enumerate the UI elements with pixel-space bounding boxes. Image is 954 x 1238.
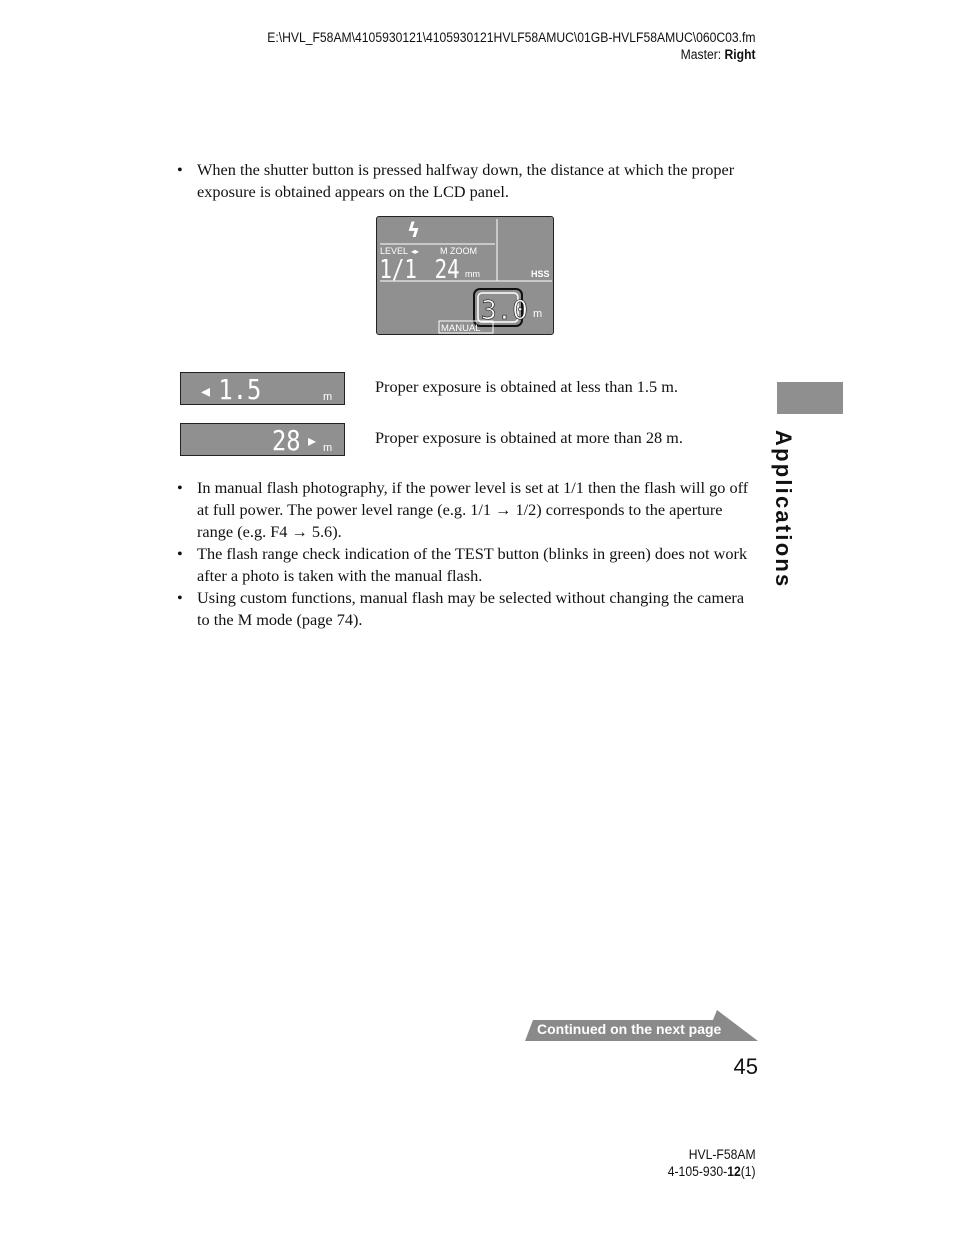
lcd-mode-label: MANUAL xyxy=(441,323,481,334)
master-value: Right xyxy=(724,47,756,62)
range-display-far xyxy=(180,423,345,456)
footer-code-bold: 12 xyxy=(727,1164,742,1179)
lcd-distance-unit: m xyxy=(533,308,543,320)
right-arrow-icon: ▸ xyxy=(308,431,317,450)
bullet-mark: • xyxy=(177,544,183,563)
master-label: Master: xyxy=(681,47,722,62)
footer xyxy=(668,1146,756,1180)
lcd-zoom-unit: mm xyxy=(465,269,480,279)
lcd-level-arrows-icon: ◂▸ xyxy=(411,247,420,256)
bullet-item xyxy=(175,477,760,543)
lcd-level-value: 1/1 xyxy=(379,253,417,285)
continued-banner xyxy=(525,1010,758,1042)
bullet-item xyxy=(175,543,760,587)
range-unit-far: m xyxy=(323,442,333,454)
section-side-label xyxy=(770,430,800,590)
section-tab-marker xyxy=(777,382,843,414)
bullet-text: When the shutter button is pressed halfway down, the distance at which the proper exposure is obtained appears on the LCD panel. xyxy=(197,160,735,201)
bullet-text: The flash range check indication of the TEST button (blinks in green) does not work after a photo is taken with the manual flash. xyxy=(197,544,748,585)
lcd-hss-label: HSS xyxy=(531,269,550,279)
master-line xyxy=(268,46,756,63)
range-value-far: 28 xyxy=(271,425,301,454)
bullet-mark: • xyxy=(177,160,183,179)
range-caption-near: Proper exposure is obtained at less than 1.5 m. xyxy=(375,377,678,396)
bullet-list-top xyxy=(175,159,760,203)
lcd-panel xyxy=(376,216,554,335)
footer-code xyxy=(668,1163,756,1180)
file-path: E:\HVL_F58AM\4105930121\4105930121HVLF58AMUC\01GB-HVLF58AMUC\060C03.fm xyxy=(267,30,756,45)
range-value-near: 1.5 xyxy=(218,374,262,403)
bullet-text: Using custom functions, manual flash may be selected without changing the camera to the M mode (page 74). xyxy=(197,588,745,629)
lcd-panel-graphic xyxy=(377,217,554,335)
flash-icon: ϟ xyxy=(407,218,421,242)
page-number: 45 xyxy=(733,1054,758,1079)
footer-model: HVL-F58AM xyxy=(689,1147,756,1162)
bullet-item xyxy=(175,587,760,631)
bullet-mark: • xyxy=(177,588,183,607)
range-unit-near: m xyxy=(323,391,333,403)
bullet-item xyxy=(175,159,760,203)
bullet-mark: • xyxy=(177,478,183,497)
footer-code-prefix: 4-105-930- xyxy=(668,1164,728,1179)
bullet-list-bottom xyxy=(175,477,760,631)
range-display-near xyxy=(180,372,345,405)
range-caption-far: Proper exposure is obtained at more than 28 m. xyxy=(375,428,683,447)
lcd-zoom-value: 24 xyxy=(434,253,460,285)
left-arrow-icon: ◂ xyxy=(201,381,211,402)
file-header xyxy=(268,29,756,63)
section-side-label-text: Applications xyxy=(771,430,796,589)
lcd-level-label: LEVEL xyxy=(380,246,409,256)
continued-label: Continued on the next page xyxy=(537,1021,722,1037)
lcd-zoom-label: M ZOOM xyxy=(440,246,477,256)
footer-code-suffix: (1) xyxy=(741,1164,756,1179)
lcd-distance-value: 3.0 xyxy=(481,296,528,326)
bullet-text: In manual flash photography, if the power level is set at 1/1 then the flash will go off at full power. The power level range (e.g. 1/1 → 1/2) corresponds to the aperture range (e.g. F4 → 5.6). xyxy=(197,478,749,541)
